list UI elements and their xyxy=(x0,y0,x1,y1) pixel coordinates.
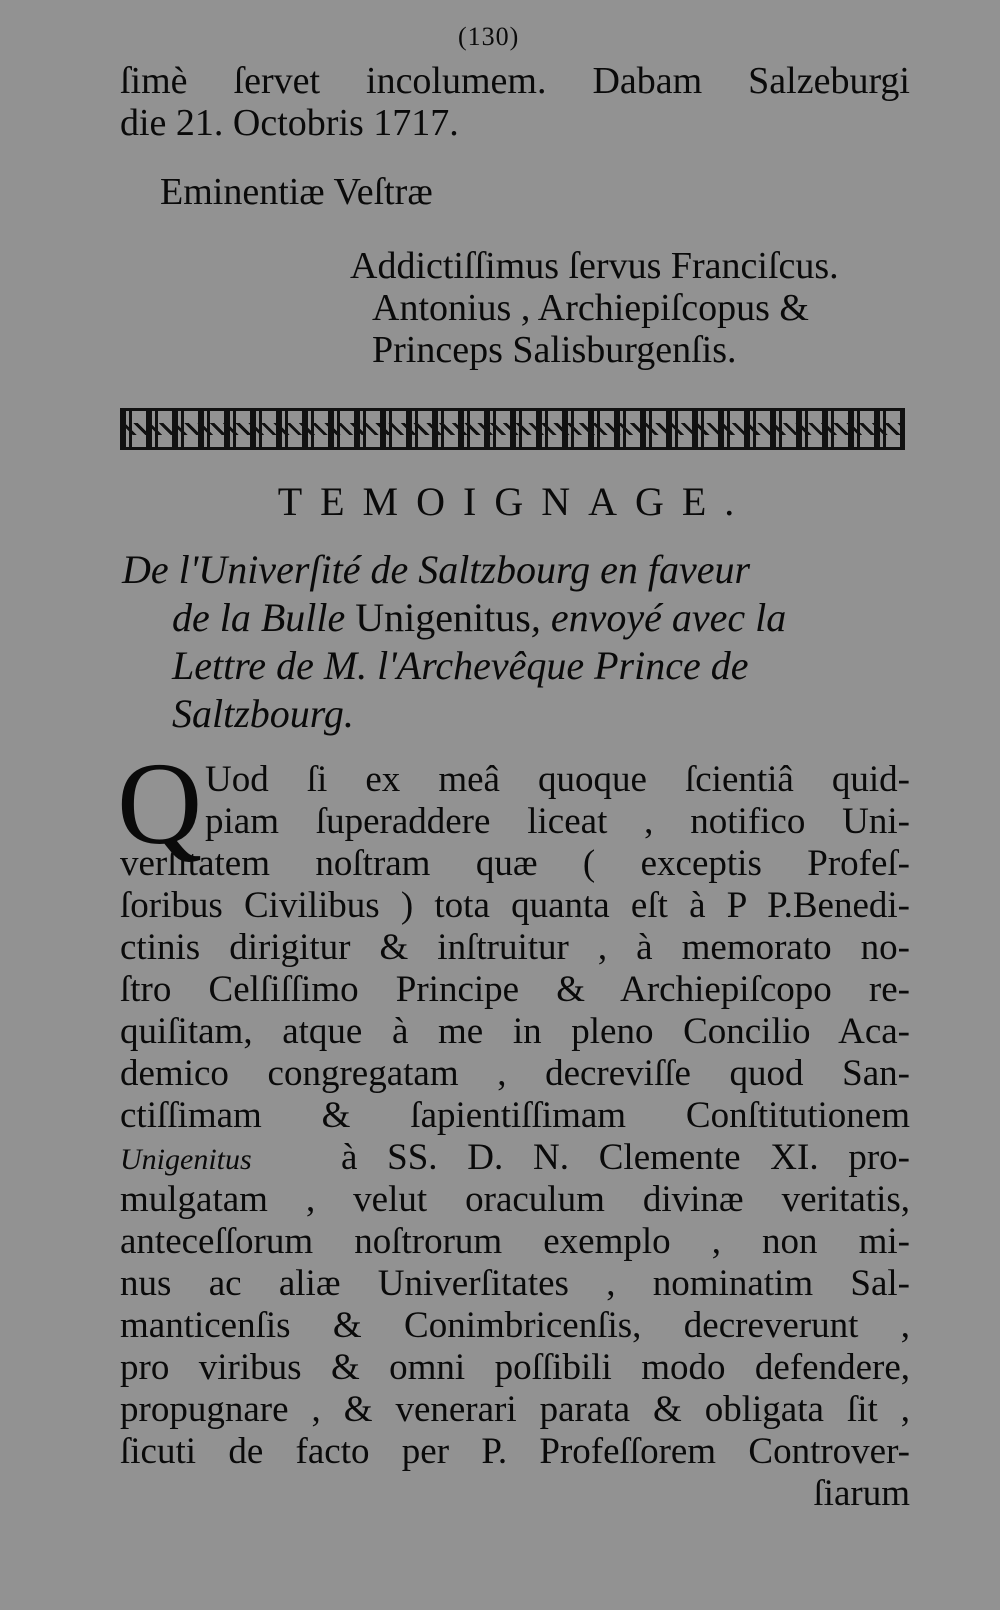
subtitle-line-2 xyxy=(172,594,786,642)
body-line-9: ctiſſimam & ſapientiſſimam Conſtitutionem xyxy=(120,1095,910,1136)
body-line-17: ſicuti de facto per P. Profeſſorem Controver- xyxy=(120,1431,910,1472)
signature-line-3: Princeps Salisburgenſis. xyxy=(372,329,737,371)
subtitle-line-2-roman: Unigenitus xyxy=(355,595,531,640)
subtitle-line-2-part-b: , envoyé avec la xyxy=(530,595,787,640)
body-line-4: ſoribus Civilibus ) tota quanta eſt à P P.Benedi- xyxy=(120,885,910,926)
section-heading: TEMOIGNAGE. xyxy=(277,479,753,524)
subtitle-line-4: Saltzbourg. xyxy=(172,691,354,736)
page-number: (130) xyxy=(458,22,520,51)
body-line-5: ctinis dirigitur & inſtruitur , à memorato no- xyxy=(120,927,910,968)
catchword: ſiarum xyxy=(813,1473,910,1514)
body-line-14: manticenſis & Conimbricenſis, decreverunt , xyxy=(120,1305,910,1346)
body-line-6: ſtro Celſiſſimo Principe & Archiepiſcopo re- xyxy=(120,969,910,1010)
drop-cap: Q xyxy=(117,738,203,869)
body-line-15: pro viribus & omni poſſibili modo defendere, xyxy=(120,1347,910,1388)
ornamental-band xyxy=(120,408,905,450)
body-line-11: mulgatam , velut oraculum divinæ veritatis, xyxy=(120,1179,910,1220)
signature-line-2: Antonius , Archiepiſcopus & xyxy=(372,287,809,329)
subtitle-line-2-part-a: de la Bulle xyxy=(172,595,356,640)
body-line-12: anteceſſorum noſtrorum exemplo , non mi- xyxy=(120,1221,910,1262)
opening-line-2: die 21. Octobris 1717. xyxy=(120,102,459,144)
salutation: Eminentiæ Veſtræ xyxy=(160,171,433,213)
subtitle-line-3: Lettre de M. l'Archevêque Prince de xyxy=(172,643,749,688)
body-line-13: nus ac aliæ Univerſitates , nominatim Sal- xyxy=(120,1263,910,1304)
body-line-1: Uod ſi ex meâ quoque ſcientiâ quid- xyxy=(205,759,910,800)
subtitle-line-1: De l'Univerſité de Saltzbourg en faveur xyxy=(122,547,751,592)
body-line-10-text: à SS. D. N. Clemente XI. pro- xyxy=(340,1137,910,1178)
body-line-8: demico congregatam , decreviſſe quod San- xyxy=(120,1053,910,1094)
body-line-3: verſitatem noſtram quæ ( exceptis Profeſ- xyxy=(120,843,910,884)
body-line-10 xyxy=(120,1138,910,1180)
body-italic-word: Unigenitus xyxy=(120,1143,252,1176)
opening-line-1: ſimè ſervet incolumem. Dabam Salzeburgi xyxy=(120,60,910,102)
body-line-16: propugnare , & venerari parata & obligata ſit , xyxy=(120,1389,910,1430)
body-line-2: piam ſuperaddere liceat , notifico Uni- xyxy=(205,801,910,842)
signature-line-1: Addictiſſimus ſervus Franciſcus. xyxy=(350,245,839,287)
body-line-7: quiſitam, atque à me in pleno Concilio Aca- xyxy=(120,1011,910,1052)
